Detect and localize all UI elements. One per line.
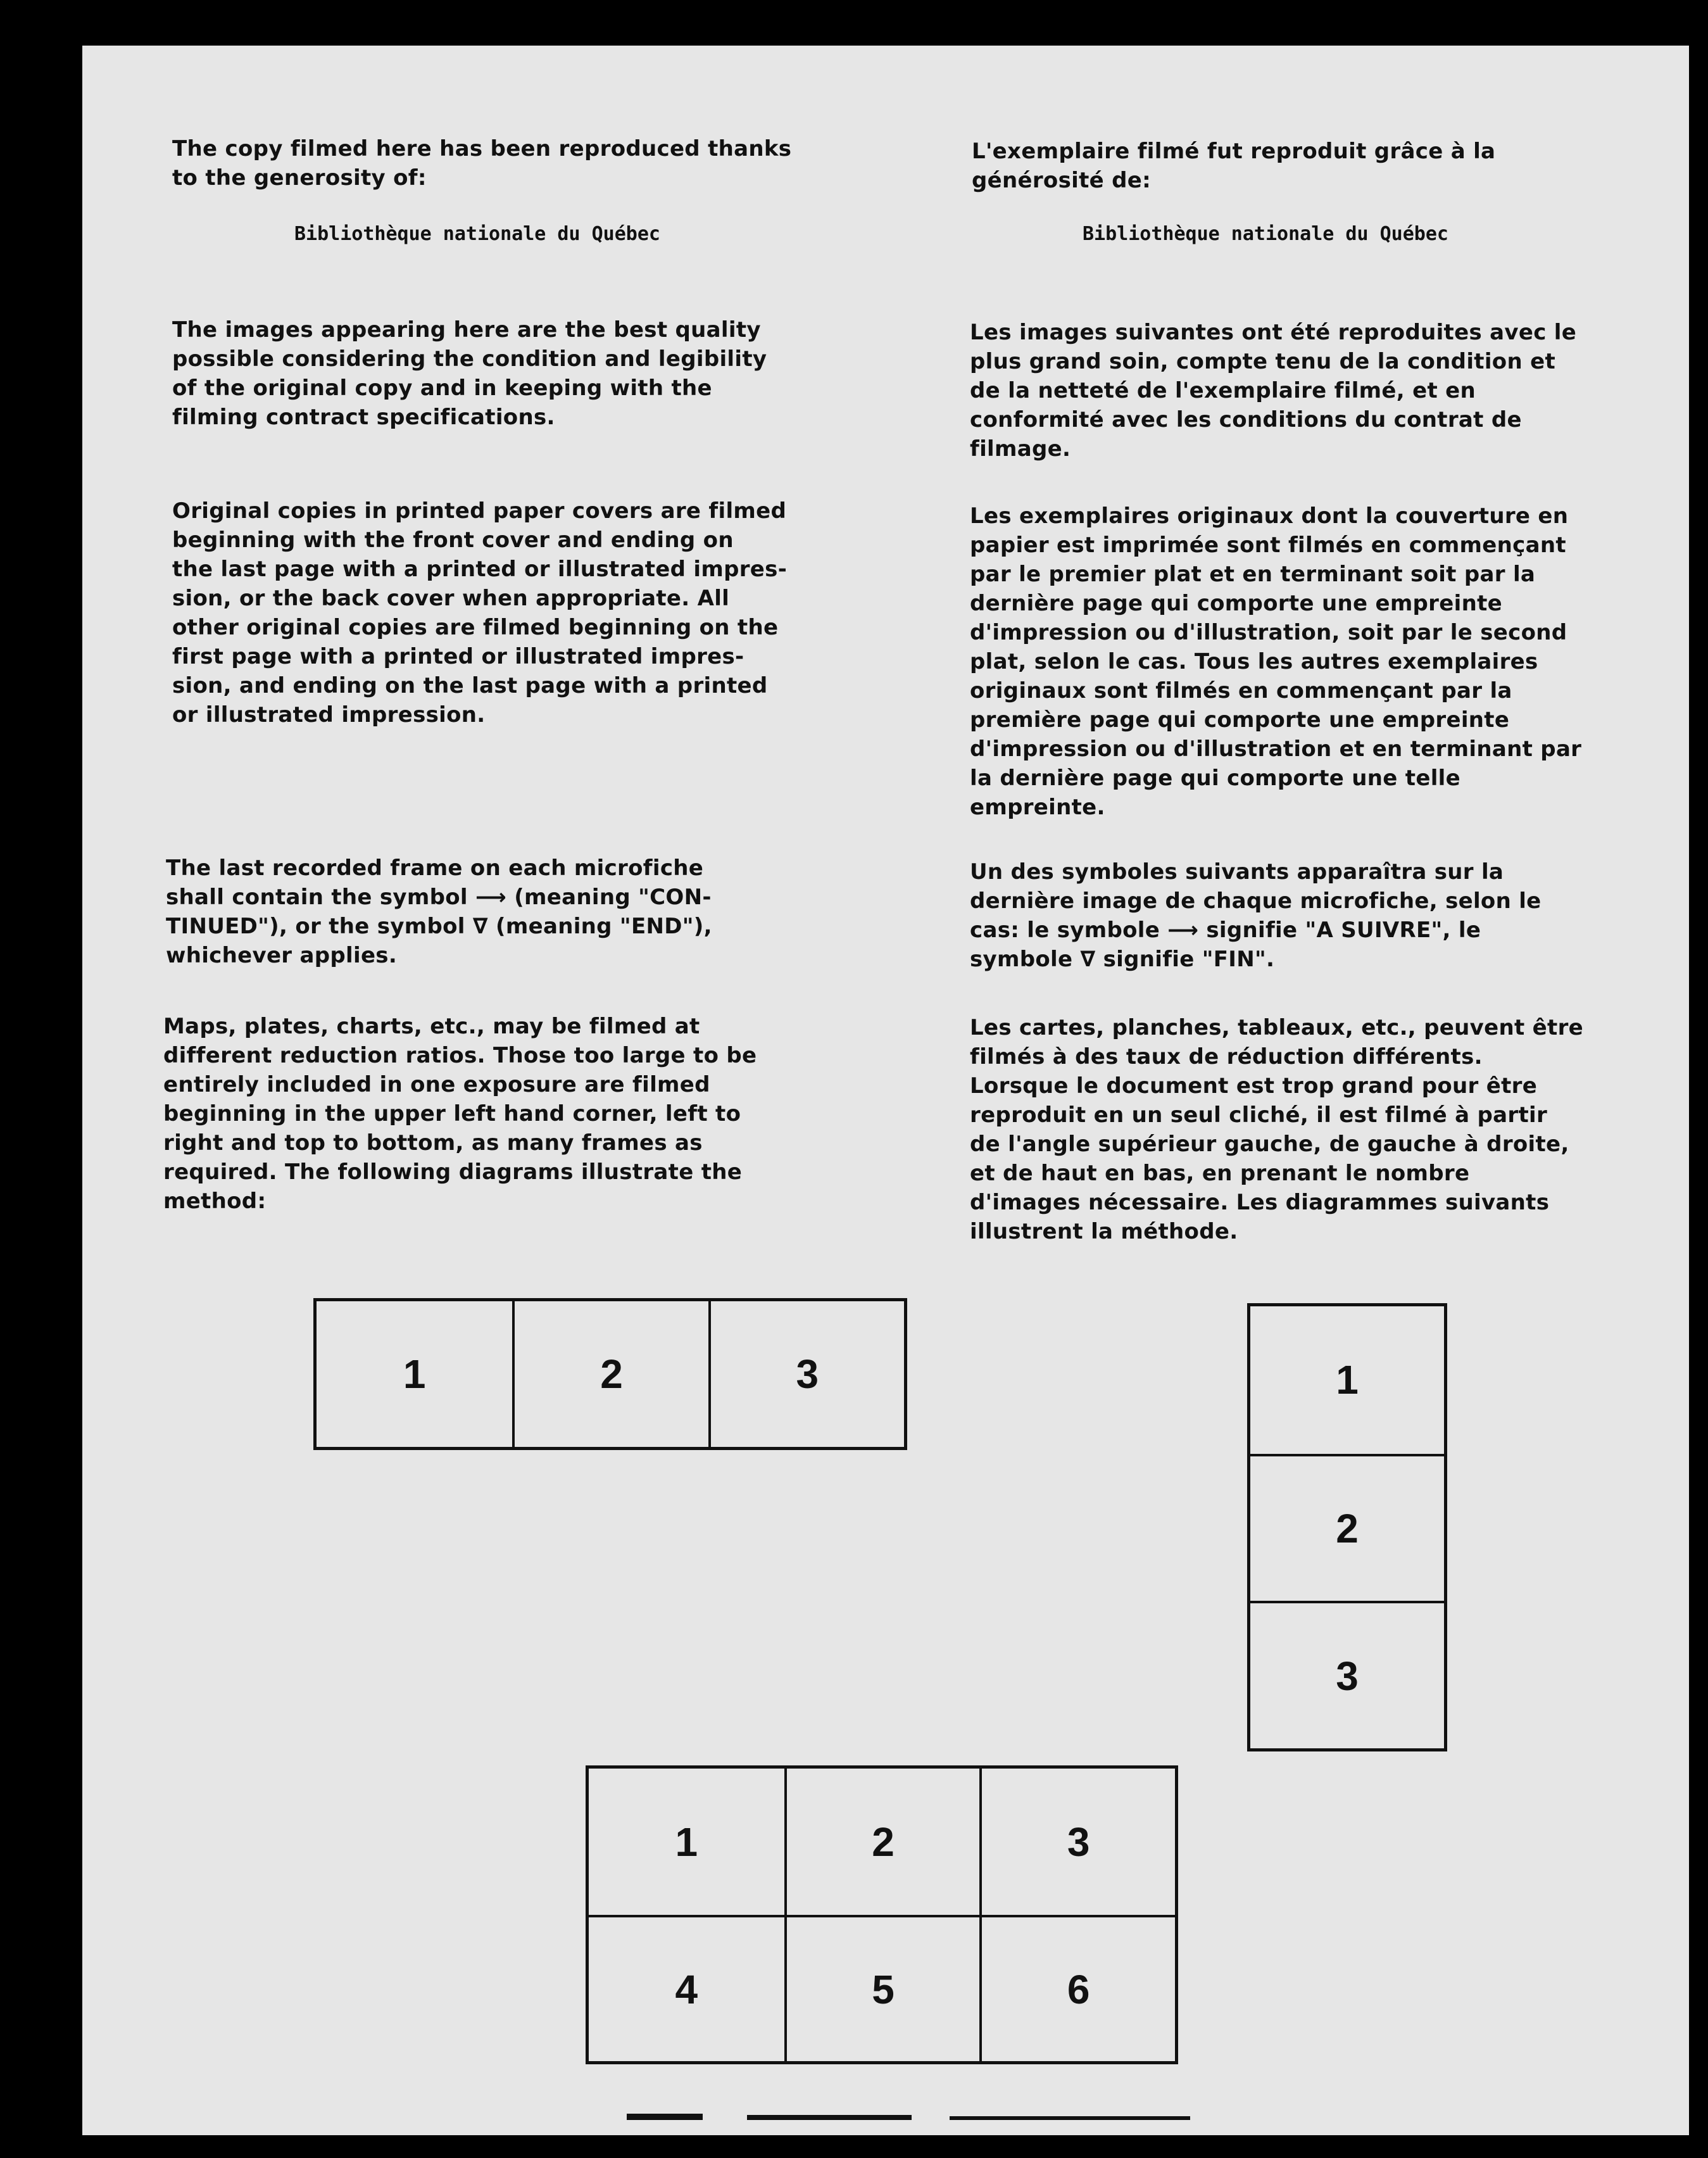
frame-cell: 4 — [589, 1915, 784, 2061]
frame-cell: 2 — [784, 1769, 980, 1915]
diagram-horizontal-frames — [313, 1298, 907, 1450]
diagram-vertical-frames — [1247, 1303, 1447, 1751]
frame-cell: 3 — [1250, 1601, 1444, 1748]
frame-cell: 2 — [1250, 1454, 1444, 1601]
frame-cell: 1 — [1336, 1357, 1359, 1403]
right-maps-plates-text: Les cartes, planches, tableaux, etc., peuvent être filmés à des taux de réduction différents. Lorsque le document est trop grand pour être reproduit en un seul cliché, il est filmé à partir de l'angle supérieur gauche, de gauche à droite, et de haut en bas, en prenant le nombre d'images nécessaire. Les diagrammes suivants illustrent la méthode. — [970, 1015, 1583, 1244]
frame-cell: 3 — [708, 1301, 904, 1447]
right-original-copies-text: Les exemplaires originaux dont la couverture en papier est imprimée sont filmés en commençant par le premier plat et en terminant soit par la dernière page qui comporte une empreinte d'impression ou d'illustration, soit par le second plat, selon le cas. Tous les autres exemplaires originaux sont filmés en commençant par la première page qui comporte une empreinte d'impression ou d'illustration et en terminant par la dernière page qui comporte une telle empreinte. — [970, 503, 1582, 820]
frame-cell: 1 — [675, 1819, 698, 1865]
frame-cell: 6 — [979, 1915, 1175, 2061]
left-library-name: Bibliothèque nationale du Québec — [294, 223, 660, 245]
scan-artifact — [747, 2115, 912, 2120]
right-microfiche-symbol-text: Un des symboles suivants apparaîtra sur la dernière image de chaque microfiche, selon le cas: le symbole ⟶ signifie "A SUIVRE", le symbole ∇ signifie "FIN". — [970, 859, 1542, 972]
scan-artifact — [627, 2114, 703, 2120]
right-image-quality-text: Les images suivantes ont été reproduites avec le plus grand soin, compte tenu de la condition et de la netteté de l'exemplaire filmé, et en conformité avec les conditions du contrat de filmage. — [970, 320, 1577, 462]
right-library-name: Bibliothèque nationale du Québec — [1083, 223, 1448, 245]
left-maps-plates-text: Maps, plates, charts, etc., may be filmed at different reduction ratios. Those too large to be entirely included in one exposure are filmed beginning in the upper left hand corner, left to right and top to bottom, as many frames as required. The following diagrams illustrate the method: — [163, 1014, 757, 1214]
frame-cell: 3 — [979, 1769, 1175, 1915]
left-image-quality-text: The images appearing here are the best quality possible considering the condition and legibility of the original copy and in keeping with the filming contract specifications. — [172, 317, 767, 430]
frame-cell: 2 — [512, 1301, 708, 1447]
frame-cell: 5 — [784, 1915, 980, 2061]
right-acknowledgement-text: L'exemplaire filmé fut reproduit grâce à la générosité de: — [972, 139, 1496, 193]
diagram-grid-frames — [586, 1765, 1178, 2064]
left-acknowledgement-text: The copy filmed here has been reproduced thanks to the generosity of: — [172, 136, 792, 191]
scan-artifact — [950, 2116, 1190, 2120]
left-original-copies-text: Original copies in printed paper covers are filmed beginning with the front cover and ending on the last page with a printed or illustrated impres- sion, or the back cover when appropriate. All other original copies are filmed beginning on the first page with a printed or illustrated impres- sion, and ending on the last page with a printed or illustrated impression. — [172, 498, 788, 728]
left-microfiche-symbol-text: The last recorded frame on each microfiche shall contain the symbol ⟶ (meaning "CON- TINUED"), or the symbol ∇ (meaning "END"), whichever applies. — [166, 855, 712, 968]
frame-cell: 1 — [403, 1351, 426, 1397]
